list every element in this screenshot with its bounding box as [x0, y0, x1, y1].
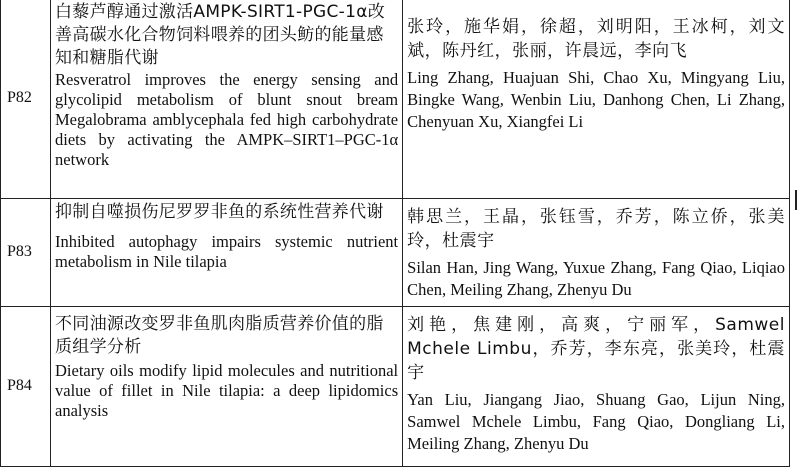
title-cell [51, 0, 403, 199]
title-chinese: 抑制自噬损伤尼罗罗非鱼的系统性营养代谢 [55, 202, 384, 222]
poster-code: P84 [1, 307, 51, 467]
poster-code: P82 [1, 0, 51, 199]
page-edge-rule [791, 190, 797, 210]
authors-cell [403, 199, 790, 307]
poster-code: P83 [1, 199, 51, 307]
authors-chinese: 刘艳，焦建刚，高爽，宁丽军，Samwel Mchele Limbu，乔芳，李东亮，张美玲，杜震宇 [407, 315, 785, 383]
title-english: Inhibited autophagy impairs systemic nutrient metabolism in Nile tilapia [55, 232, 399, 271]
authors-chinese: 张玲，施华娟，徐超，刘明阳，王冰柯，刘文斌，陈丹红，张丽，许晨远，李向飞 [407, 17, 785, 61]
authors-cell [403, 307, 790, 467]
title-english: Resveratrol improves the energy sensing and glycolipid metabolism of blunt snout bream Megalobrama amblycephala fed high carbohydrate diets by activating the AMPK–SIRT1–PGC-1α network [55, 70, 399, 169]
table-row [1, 199, 790, 307]
authors-english: Ling Zhang, Huajuan Shi, Chao Xu, Mingyang Liu, Bingke Wang, Wenbin Liu, Danhong Chen, Li Zhang, Chenyuan Xu, Xiangfei Li [407, 68, 785, 131]
title-cell [51, 199, 403, 307]
authors-english: Silan Han, Jing Wang, Yuxue Zhang, Fang Qiao, Liqiao Chen, Meiling Zhang, Zhenyu Du [407, 258, 785, 299]
title-chinese: 不同油源改变罗非鱼肌肉脂质营养价值的脂质组学分析 [55, 314, 384, 357]
title-chinese: 白藜芦醇通过激活AMPK-SIRT1-PGC-1α改善高碳水化合物饲料喂养的团头鲂的能量感知和糖脂代谢 [55, 2, 386, 68]
title-english: Dietary oils modify lipid molecules and nutritional value of fillet in Nile tilapia: a deep lipidomics analysis [55, 361, 399, 420]
title-cell [51, 307, 403, 467]
authors-cell [403, 0, 790, 199]
table-row [1, 0, 790, 199]
authors-english: Yan Liu, Jiangang Jiao, Shuang Gao, Lijun Ning, Samwel Mchele Limbu, Fang Qiao, Dongliang Li, Meiling Zhang, Zhenyu Du [407, 390, 785, 453]
authors-chinese: 韩思兰，王晶，张钰雪，乔芳，陈立侨，张美玲，杜震宇 [407, 207, 785, 251]
table-row [1, 307, 790, 467]
